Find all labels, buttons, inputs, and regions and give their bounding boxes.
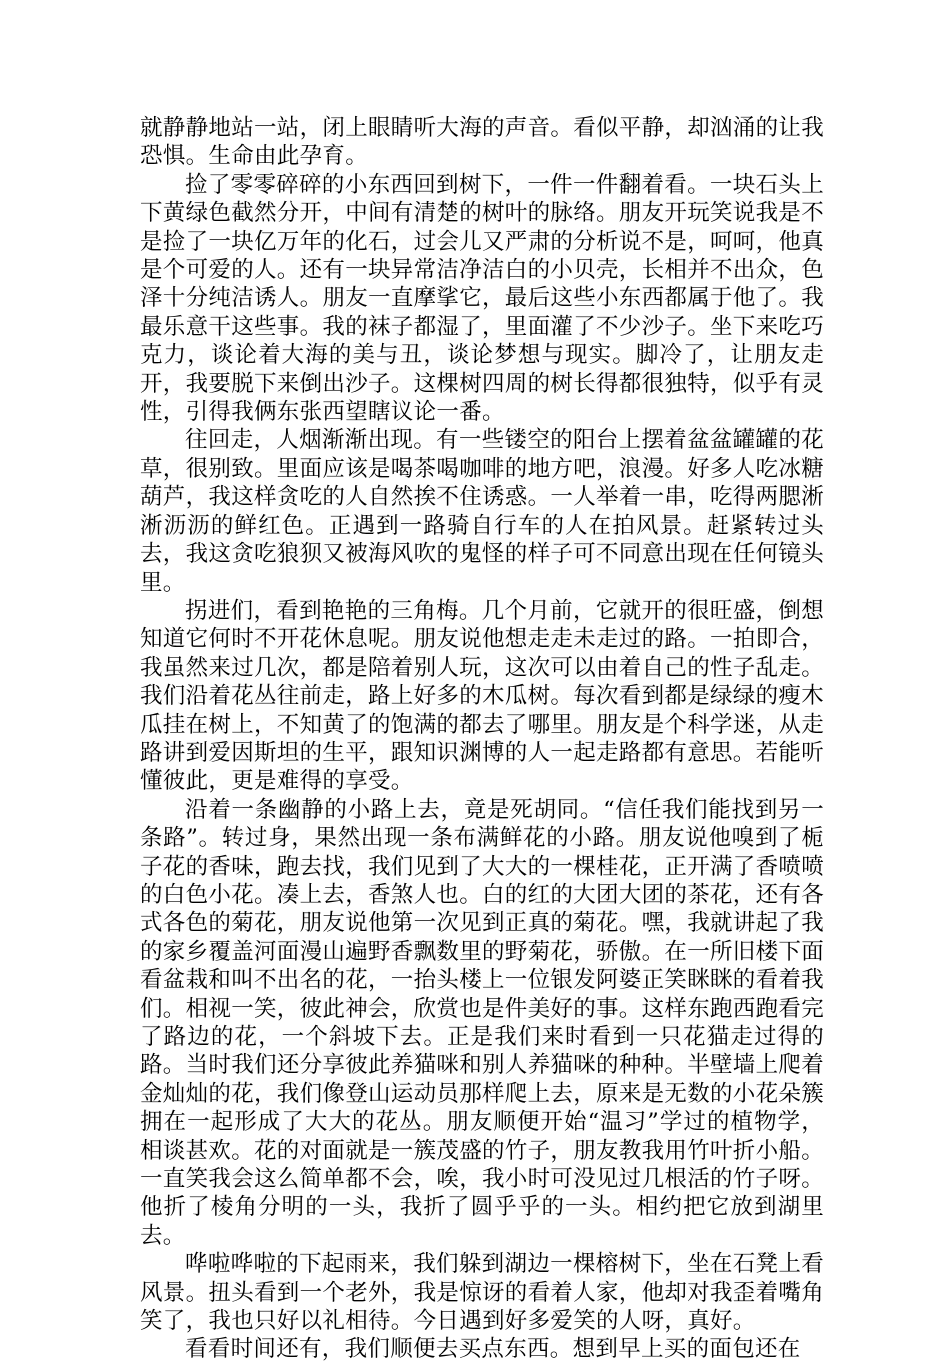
paragraph-4: 拐进们，看到艳艳的三角梅。几个月前，它就开的很旺盛，倒想知道它何时不开花休息呢。朋友说他想走走未走过的路。一拍即合，我虽然来过几次，都是陪着别人玩，这次可以由着自己的性子乱走。我们沿着花丛往前走，路上好多的木瓜树。每次看到都是绿绿的瘦木瓜挂在树上，不知黄了的饱满的都去了哪里。朋友是个科学迷，从走路讲到爱因斯坦的生平，跟知识渊博的人一起走路都有意思。若能听懂彼此，更是难得的享受。 bbox=[140, 597, 825, 795]
paragraph-2: 捡了零零碎碎的小东西回到树下，一件一件翻着看。一块石头上下黄绿色截然分开，中间有清楚的树叶的脉络。朋友开玩笑说我是不是捡了一块亿万年的化石，过会儿又严肃的分析说不是，呵呵，他真是个可爱的人。还有一块异常洁净洁白的小贝壳，长相并不出众，色泽十分纯洁诱人。朋友一直摩挲它，最后这些小东西都属于他了。我最乐意干这些事。我的袜子都湿了，里面灌了不少沙子。坐下来吃巧克力，谈论着大海的美与丑，谈论梦想与现实。脚冷了，让朋友走开，我要脱下来倒出沙子。这棵树四周的树长得都很独特，似乎有灵性，引得我俩东张西望瞎议论一番。 bbox=[140, 171, 825, 426]
paragraph-3: 往回走，人烟渐渐出现。有一些镂空的阳台上摆着盆盆罐罐的花草，很别致。里面应该是喝茶喝咖啡的地方吧，浪漫。好多人吃冰糖葫芦，我这样贪吃的人自然挨不住诱惑。一人举着一串，吃得两腮淅淅沥沥的鲜红色。正遇到一路骑自行车的人在拍风景。赶紧转过头去，我这贪吃狼狈又被海风吹的鬼怪的样子可不同意出现在任何镜头里。 bbox=[140, 427, 825, 596]
paragraph-1: 就静静地站一站，闭上眼睛听大海的声音。看似平静，却汹涌的让我恐惧。生命由此孕育。 bbox=[140, 115, 825, 170]
paragraph-7: 看看时间还有，我们顺便去买点东西。想到早上买的面包还在 bbox=[185, 1336, 801, 1363]
paragraph-5: 沿着一条幽静的小路上去，竟是死胡同。“信任我们能找到另一条路”。转过身，果然出现一条布满鲜花的小路。朋友说他嗅到了栀子花的香味，跑去找，我们见到了大大的一棵桂花，正开满了香喷喷的白色小花。凑上去，香煞人也。白的红的大团大团的茶花，还有各式各色的菊花，朋友说他第一次见到正真的菊花。嘿，我就讲起了我的家乡覆盖河面漫山遍野香飘数里的野菊花，骄傲。在一所旧楼下面看盆栽和叫不出名的花，一抬头楼上一位银发阿婆正笑眯眯的看着我们。相视一笑，彼此神会，欣赏也是件美好的事。这样东跑西跑看完了路边的花，一个斜坡下去。正是我们来时看到一只花猫走过得的路。当时我们还分享彼此养猫咪和别人养猫咪的种种。半壁墙上爬着金灿灿的花，我们像登山运动员那样爬上去，原来是无数的小花朵簇拥在一起形成了大大的花丛。朋友顺便开始“温习”学过的植物学，相谈甚欢。花的对面就是一簇茂盛的竹子，朋友教我用竹叶折小船。一直笑我会这么简单都不会，唉，我小时可没见过几根活的竹子呀。他折了棱角分明的一头，我折了圆乎乎的一头。相约把它放到湖里去。 bbox=[140, 796, 825, 1249]
paragraph-6: 哗啦哗啦的下起雨来，我们躲到湖边一棵榕树下，坐在石凳上看风景。扭头看到一个老外，我是惊讶的看着人家，他却对我歪着嘴角笑了，我也只好以礼相待。今日遇到好多爱笑的人呀，真好。 bbox=[140, 1251, 825, 1335]
document-body bbox=[140, 114, 824, 1364]
